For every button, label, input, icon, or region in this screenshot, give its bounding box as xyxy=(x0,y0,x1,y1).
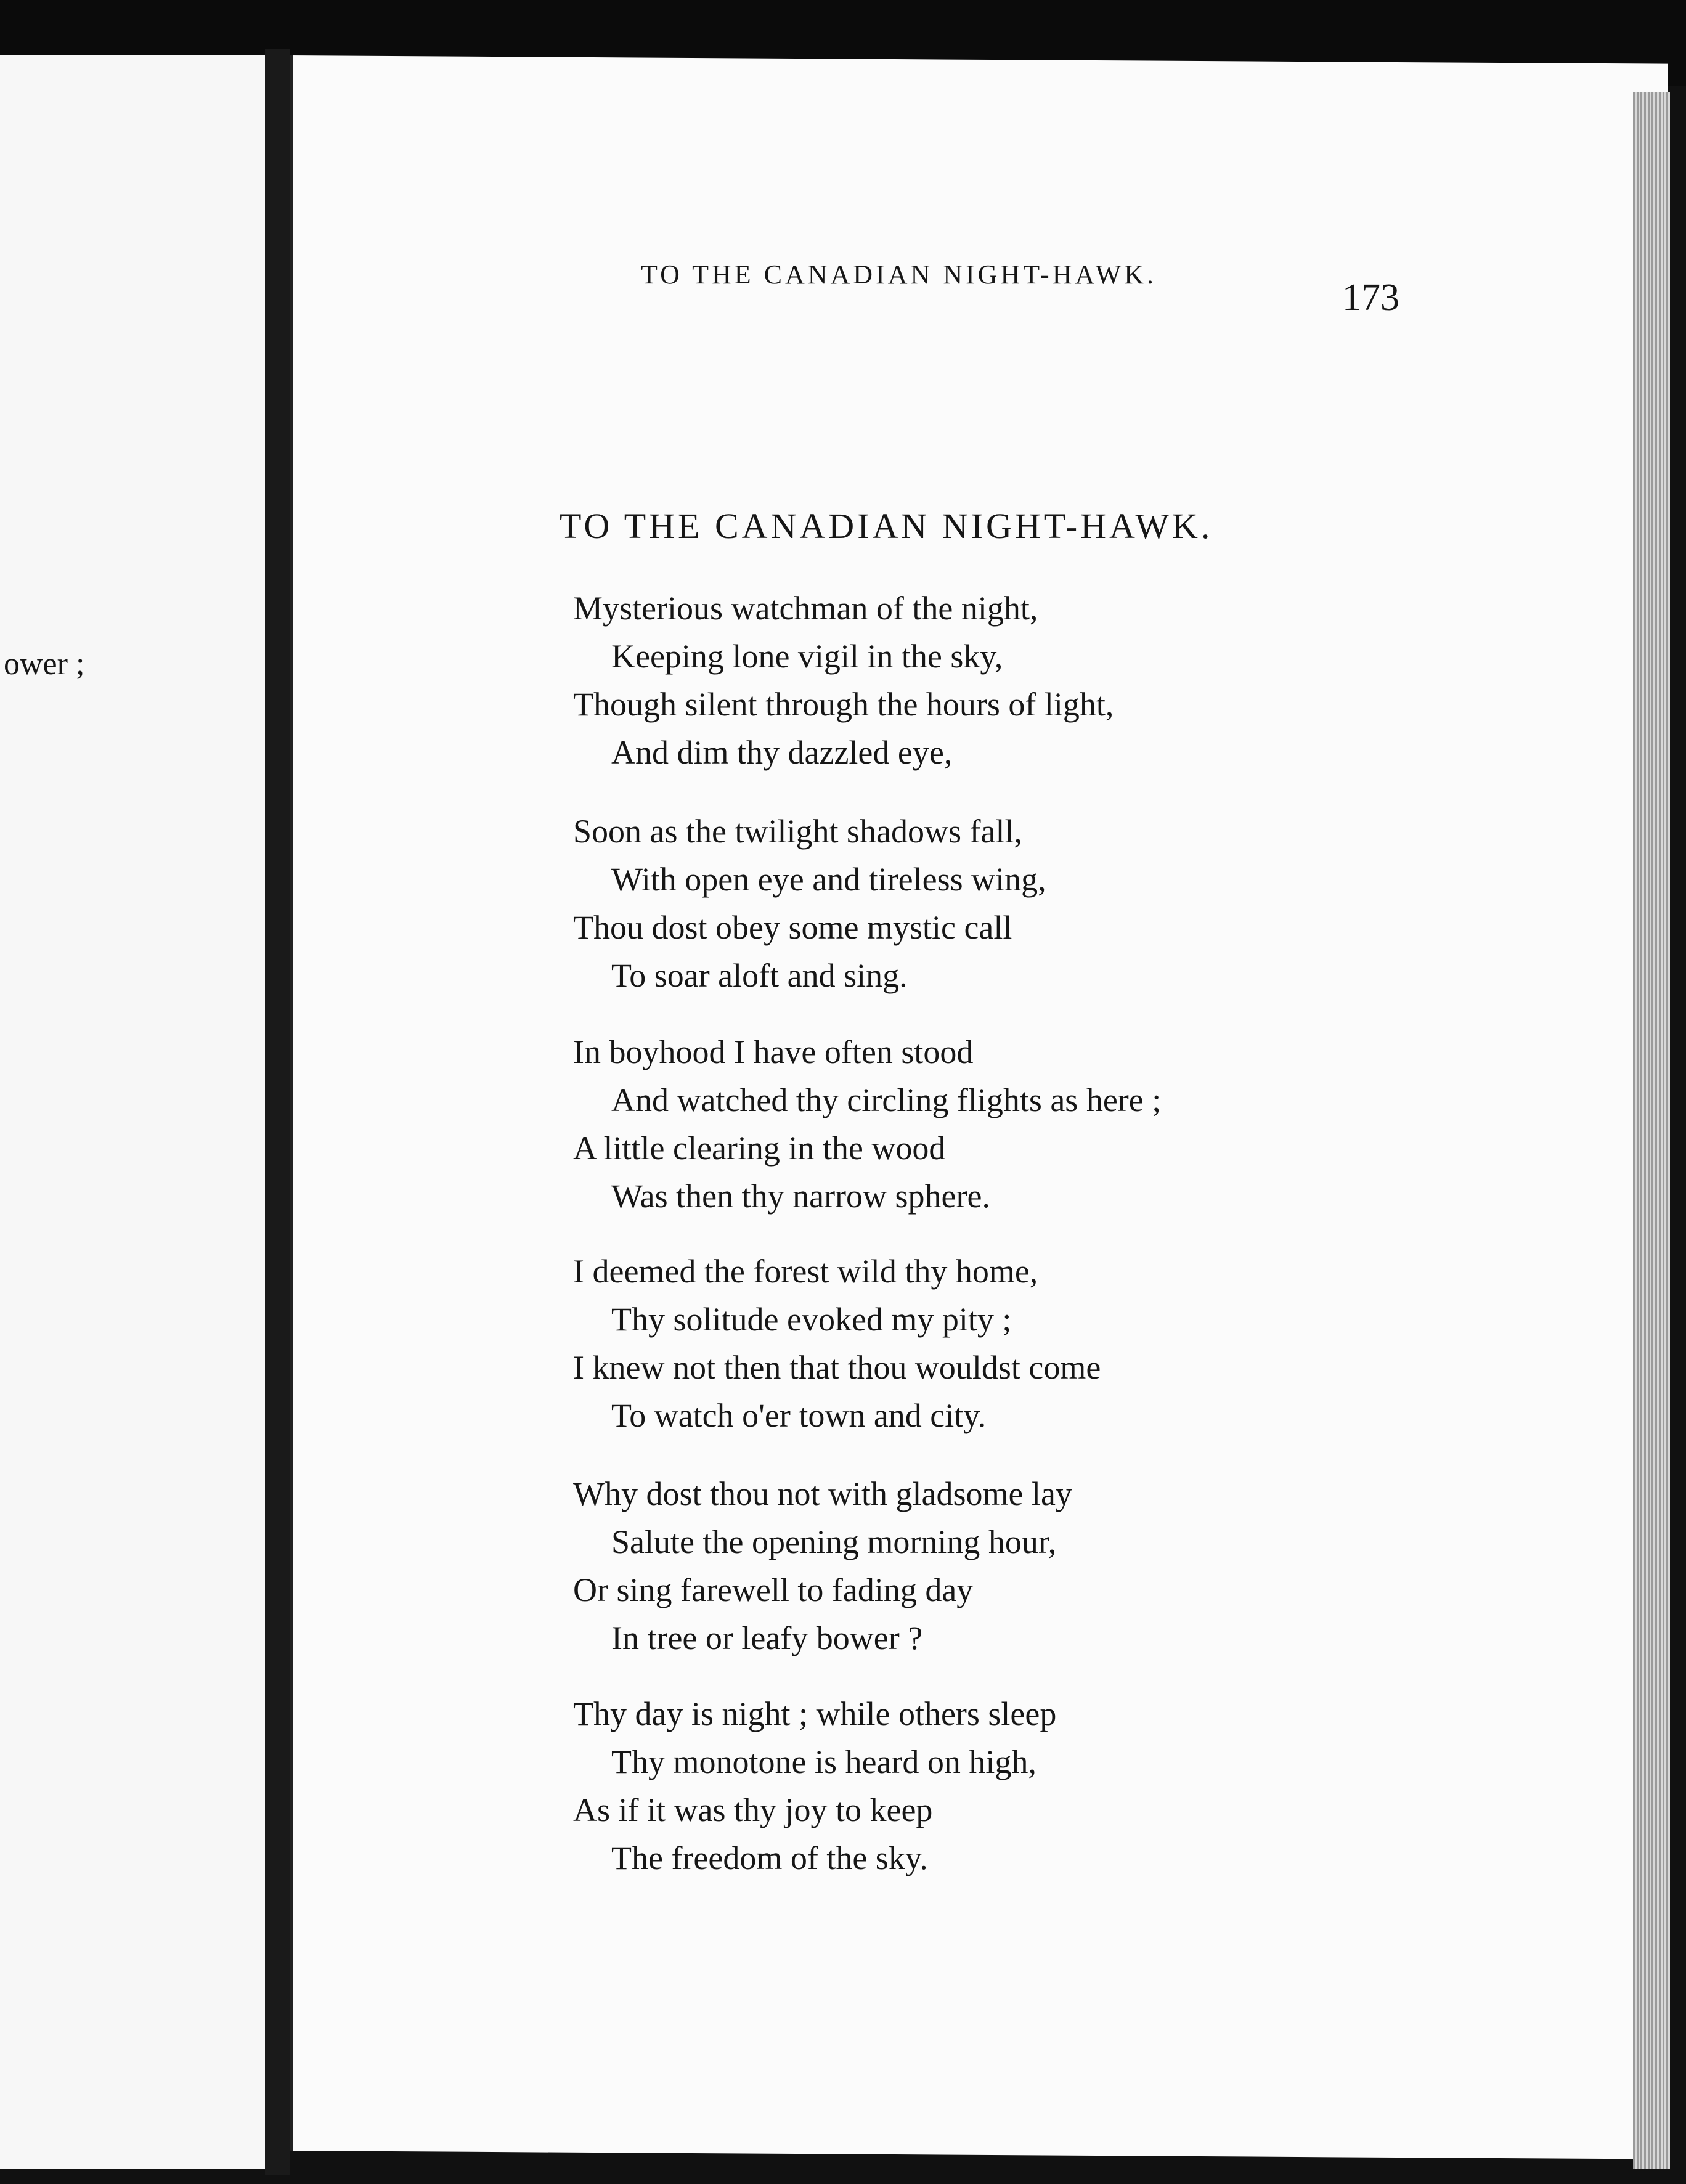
book-gutter xyxy=(265,49,290,2175)
poem-line: Thy solitude evoked my pity ; xyxy=(611,1301,1012,1338)
page-edges xyxy=(1633,92,1670,2169)
poem-title: TO THE CANADIAN NIGHT-HAWK. xyxy=(560,506,1213,546)
poem-line: Mysterious watchman of the night, xyxy=(573,590,1038,627)
poem-line: I knew not then that thou wouldst come xyxy=(573,1349,1101,1386)
stanza-1 xyxy=(573,584,1374,776)
poem-line: Keeping lone vigil in the sky, xyxy=(611,638,1003,675)
poem-line: Why dost thou not with gladsome lay xyxy=(573,1475,1072,1512)
poem-line: To soar aloft and sing. xyxy=(611,957,908,994)
poem-line: I deemed the forest wild thy home, xyxy=(573,1253,1038,1290)
poem-line: The freedom of the sky. xyxy=(611,1840,928,1876)
poem-line: Thy day is night ; while others sleep xyxy=(573,1695,1057,1732)
poem-line: Though silent through the hours of light, xyxy=(573,686,1114,723)
stanza-5 xyxy=(573,1470,1374,1662)
poem-line: A little clearing in the wood xyxy=(573,1130,946,1167)
stanza-4 xyxy=(573,1247,1374,1440)
poem-line: Thy monotone is heard on high, xyxy=(611,1743,1036,1780)
poem-line: With open eye and tireless wing, xyxy=(611,861,1046,898)
stanza-6 xyxy=(573,1690,1374,1882)
poem-line: Soon as the twilight shadows fall, xyxy=(573,813,1022,850)
poem-line: In boyhood I have often stood xyxy=(573,1033,974,1070)
poem-line: In tree or leafy bower ? xyxy=(611,1620,923,1656)
running-head: TO THE CANADIAN NIGHT-HAWK. xyxy=(641,259,1157,290)
poem-line: To watch o'er town and city. xyxy=(611,1397,987,1434)
poem-line: And dim thy dazzled eye, xyxy=(611,734,953,771)
left-page-text-fragment: ower ; xyxy=(4,646,85,682)
poem-line: Salute the opening morning hour, xyxy=(611,1523,1057,1560)
stanza-3 xyxy=(573,1028,1374,1220)
poem-line: Thou dost obey some mystic call xyxy=(573,909,1012,946)
poem-line: Was then thy narrow sphere. xyxy=(611,1178,990,1215)
stanza-2 xyxy=(573,807,1374,1000)
poem-line: As if it was thy joy to keep xyxy=(573,1791,933,1828)
page-number: 173 xyxy=(1342,277,1399,319)
left-page xyxy=(0,55,265,2169)
poem-line: Or sing farewell to fading day xyxy=(573,1571,974,1608)
poem-line: And watched thy circling flights as here ; xyxy=(611,1082,1162,1118)
